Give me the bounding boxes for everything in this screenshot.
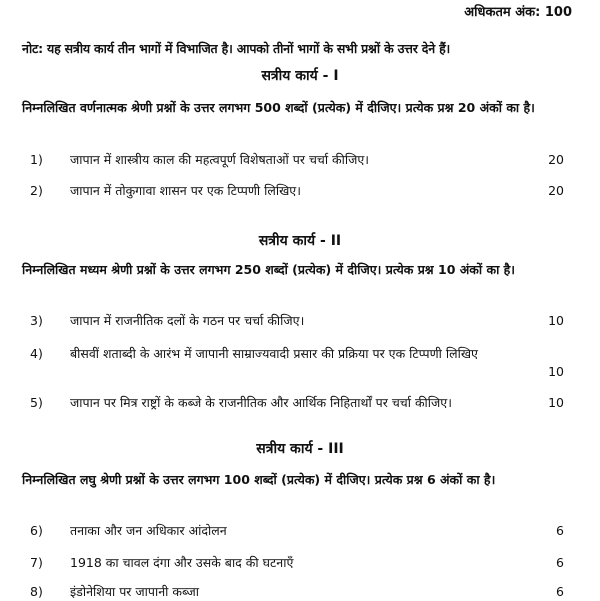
question-marks: 10 (548, 395, 564, 410)
question-number: 1) (30, 152, 43, 167)
question-marks: 6 (556, 584, 564, 599)
question-number: 3) (30, 313, 43, 328)
question-text: इंडोनेशिया पर जापानी कब्जा (70, 584, 199, 599)
question-marks: 10 (548, 364, 564, 379)
question-number: 7) (30, 555, 43, 570)
question-text: जापान में तोकुगावा शासन पर एक टिप्पणी लिखिए। (70, 183, 301, 198)
question-text: 1918 का चावल दंगा और उसके बाद की घटनाएँ (70, 555, 294, 570)
question-number: 8) (30, 584, 43, 599)
question-number: 6) (30, 523, 43, 538)
question-marks: 20 (548, 152, 564, 167)
section-title-1: सत्रीय कार्य - I (261, 68, 339, 84)
question-marks: 10 (548, 313, 564, 328)
question-text: जापान में राजनीतिक दलों के गठन पर चर्चा कीजिए। (70, 313, 305, 328)
section-instruction-3: निम्नलिखित लघु श्रेणी प्रश्नों के उत्तर लगभग 100 शब्दों (प्रत्येक) में दीजिए। प्रत्येक प्रश्न 6 अंकों का है। (22, 472, 496, 487)
section-instruction-2: निम्नलिखित मध्यम श्रेणी प्रश्नों के उत्तर लगभग 250 शब्दों (प्रत्येक) में दीजिए। प्रत्येक प्रश्न 10 अंकों का है। (22, 262, 516, 277)
question-text: बीसवीं शताब्दी के आरंभ में जापानी साम्राज्यवादी प्रसार की प्रक्रिया पर एक टिप्पणी लिखिए (70, 346, 478, 361)
question-text: जापान पर मित्र राष्ट्रों के कब्जे के राजनीतिक और आर्थिक निहितार्थों पर चर्चा कीजिए। (70, 395, 452, 410)
section-title-2: सत्रीय कार्य - II (258, 233, 342, 249)
question-text: तनाका और जन अधिकार आंदोलन (70, 523, 227, 538)
question-marks: 20 (548, 183, 564, 198)
question-marks: 6 (556, 523, 564, 538)
question-number: 4) (30, 346, 43, 361)
question-marks: 6 (556, 555, 564, 570)
note: नोट: यह सत्रीय कार्य तीन भागों में विभाजित है। आपको तीनों भागों के सभी प्रश्नों के उत्तर देने हैं। (22, 41, 451, 56)
question-text: जापान में शास्त्रीय काल की महत्वपूर्ण विशेषताओं पर चर्चा कीजिए। (70, 152, 370, 167)
question-number: 5) (30, 395, 43, 410)
section-instruction-1: निम्नलिखित वर्णनात्मक श्रेणी प्रश्नों के उत्तर लगभग 500 शब्दों (प्रत्येक) में दीजिए। प्रत्येक प्रश्न 20 अंकों का है। (22, 100, 535, 115)
section-title-3: सत्रीय कार्य - III (256, 441, 344, 457)
max-marks: अधिकतम अंक: 100 (464, 5, 572, 20)
question-number: 2) (30, 183, 43, 198)
